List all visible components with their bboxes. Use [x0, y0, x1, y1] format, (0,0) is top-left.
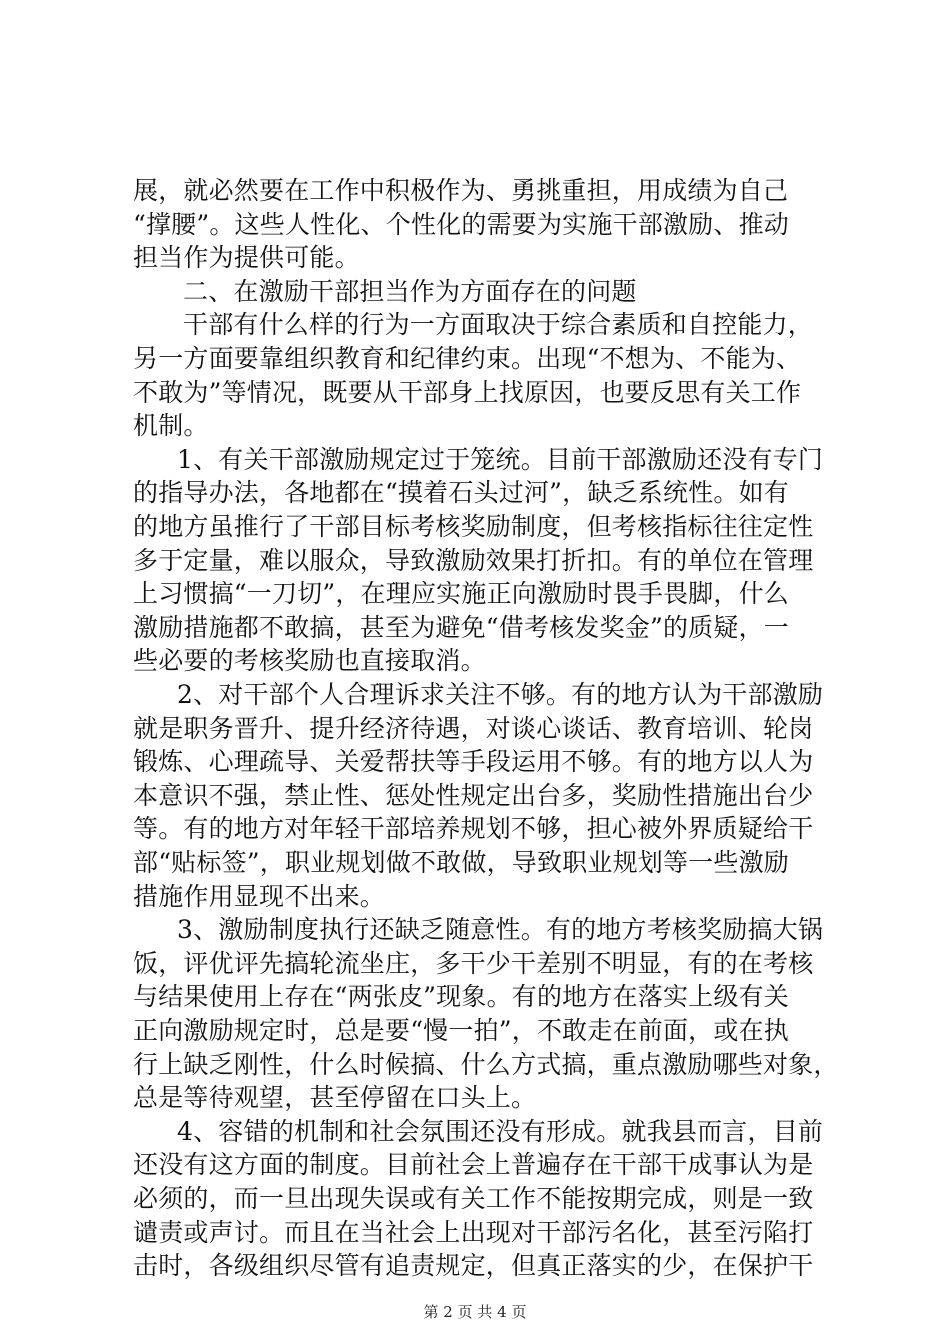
text-line: 些必要的考核奖励也直接取消。	[133, 646, 486, 676]
text-line: 多于定量，难以服众，导致激励效果打折扣。有的单位在管理	[133, 545, 814, 575]
text-line: 谴责或声讨。而且在当社会上出现对干部污名化，甚至污陷打	[133, 1217, 814, 1247]
text-line: 行上缺乏刚性，什么时候搞、什么方式搞，重点激励哪些对象，	[133, 1049, 839, 1079]
text-line: 本意识不强，禁止性、惩处性规定出台多，奖励性措施出台少	[133, 780, 814, 810]
text-line: 担当作为提供可能。	[133, 243, 360, 273]
text-line: 上习惯搞“一刀切”，在理应实施正向激励时畏手畏脚，什么	[133, 579, 789, 609]
text-line: 机制。	[133, 411, 209, 441]
text-line: 1、有关干部激励规定过于笼统。目前干部激励还没有专门	[177, 444, 824, 474]
page-number: 第 2 页 共 4 页	[423, 1303, 527, 1321]
text-line: 锻炼、心理疏导、关爱帮扶等手段运用不够。有的地方以人为	[133, 747, 814, 777]
text-line: 展，就必然要在工作中积极作为、勇挑重担，用成绩为自己	[133, 176, 789, 205]
text-line: 必须的，而一旦出现失误或有关工作不能按期完成，则是一致	[133, 1184, 814, 1213]
text-line: 就是职务晋升、提升经济待遇，对谈心谈话、教育培训、轮岗	[133, 713, 814, 743]
text-line: 与结果使用上存在“两张皮”现象。有的地方在落实上级有关	[133, 982, 789, 1012]
text-line: 4、容错的机制和社会氛围还没有形成。就我县而言，目前	[177, 1116, 824, 1146]
text-line: 的指导办法，各地都在“摸着石头过河”，缺乏系统性。如有	[133, 478, 789, 508]
text-line: 2、对干部个人合理诉求关注不够。有的地方认为干部激励	[177, 680, 824, 709]
text-line: 措施作用显现不出来。	[133, 881, 386, 911]
text-line: 的地方虽推行了干部目标考核奖励制度，但考核指标往往定性	[133, 512, 814, 541]
text-line: 等。有的地方对年轻干部培养规划不够，担心被外界质疑给干	[133, 814, 814, 844]
text-line: 部“贴标签”，职业规划做不敢做，导致职业规划等一些激励	[133, 848, 789, 877]
text-line: 另一方面要靠组织教育和纪律约束。出现“不想为、不能为、	[133, 344, 802, 373]
text-line: 干部有什么样的行为一方面取决于综合素质和自控能力，	[183, 310, 814, 340]
text-line: 饭，评优评先搞轮流坐庄，多干少干差别不明显，有的在考核	[133, 948, 814, 978]
text-line: 不敢为”等情况，既要从干部身上找原因，也要反思有关工作	[133, 377, 802, 407]
text-line: 总是等待观望，甚至停留在口头上。	[133, 1083, 537, 1113]
text-line: 击时，各级组织尽管有追责规定，但真正落实的少，在保护干	[133, 1251, 814, 1281]
text-line: 正向激励规定时，总是要“慢一拍”，不敢走在前面，或在执	[133, 1016, 789, 1045]
text-line: 还没有这方面的制度。目前社会上普遍存在干部干成事认为是	[133, 1150, 814, 1180]
section-heading: 二、在激励干部担当作为方面存在的问题	[183, 276, 637, 306]
text-line: 3、激励制度执行还缺乏随意性。有的地方考核奖励搞大锅	[177, 915, 824, 945]
text-line: “撑腰”。这些人性化、个性化的需要为实施干部激励、推动	[133, 209, 789, 239]
text-line: 激励措施都不敢搞，甚至为避免“借考核发奖金”的质疑，一	[133, 612, 789, 642]
